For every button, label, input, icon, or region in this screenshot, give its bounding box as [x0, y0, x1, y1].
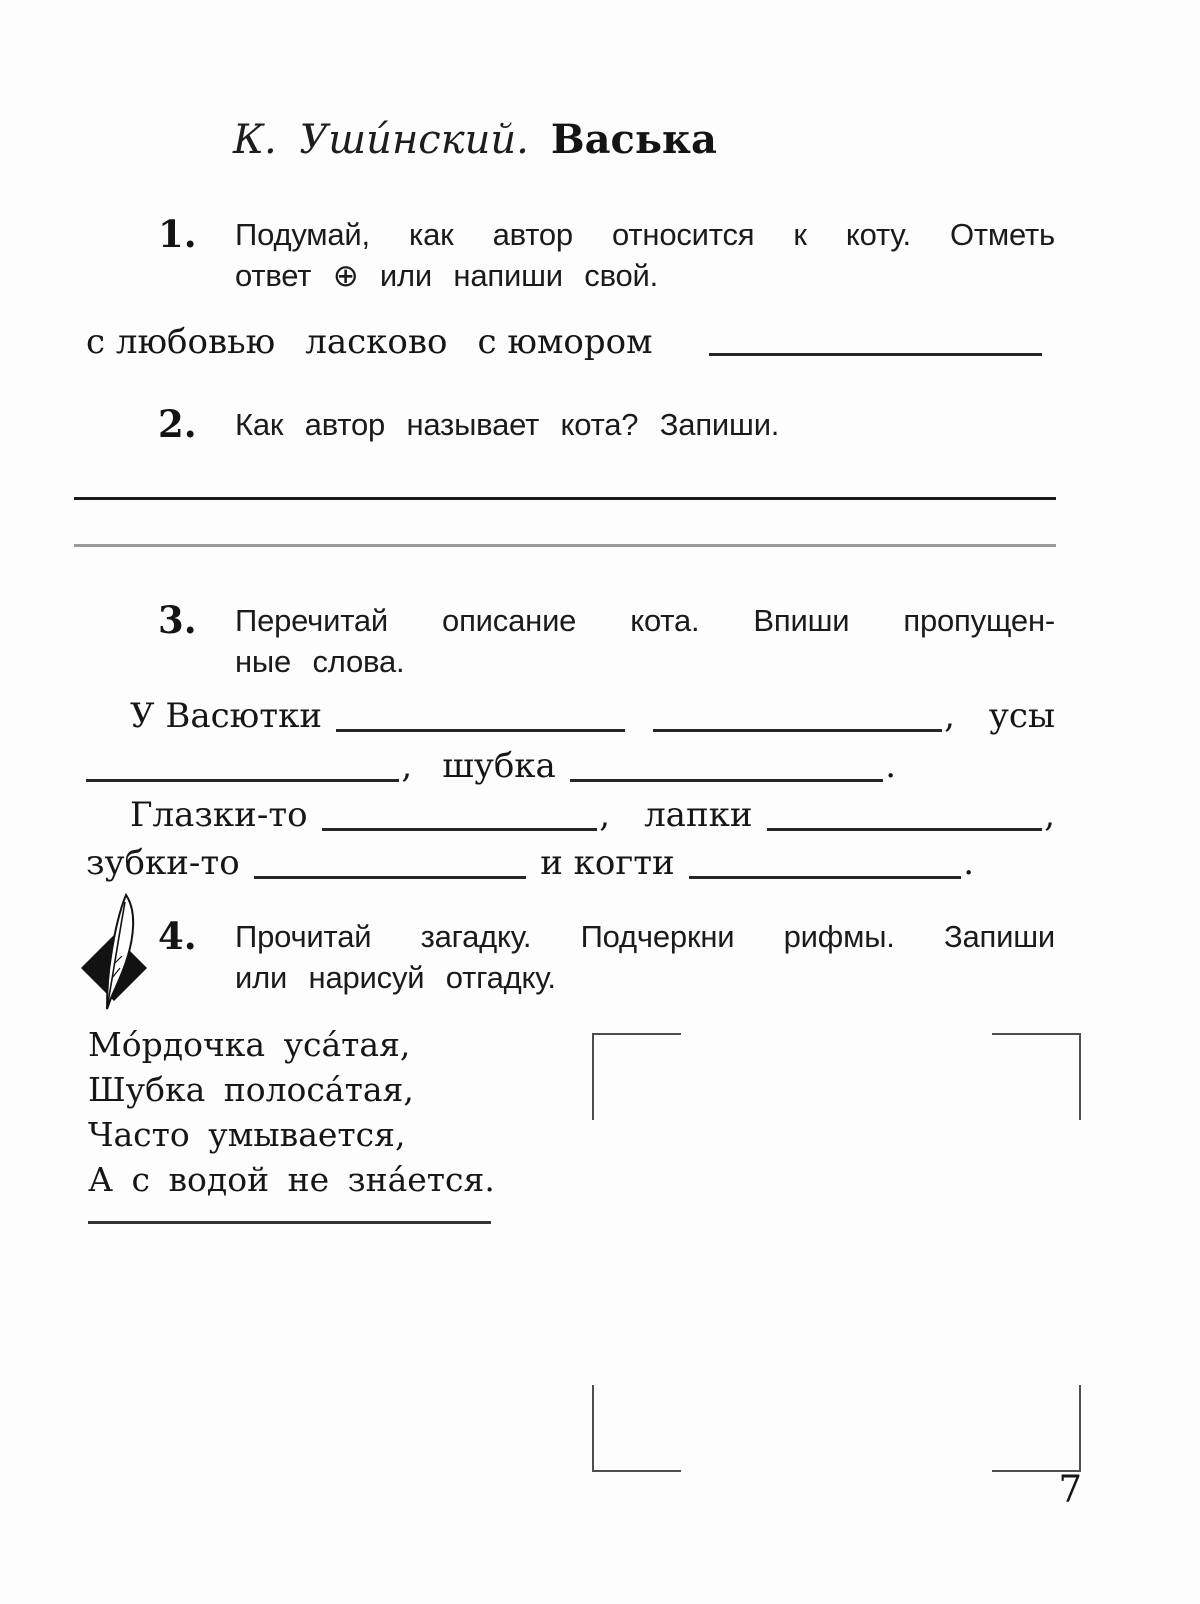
page-number: 7 — [1058, 1468, 1082, 1511]
fill-comma: , — [1044, 795, 1055, 835]
fill-word: усы — [988, 696, 1056, 736]
riddle-answer-line[interactable] — [88, 1221, 491, 1224]
task3-text — [235, 600, 1055, 682]
corner-mark-top-left — [592, 1033, 681, 1120]
feather-quill-icon — [76, 890, 152, 1019]
riddle-line-4: А с водой не зна́ется. — [88, 1160, 495, 1199]
corner-mark-top-right — [992, 1033, 1081, 1120]
task3-line2: ные слова. — [235, 644, 405, 679]
corner-mark-bottom-left — [592, 1385, 681, 1472]
fill-word: и когти — [540, 843, 675, 883]
fill-blank-5[interactable] — [322, 828, 598, 831]
author-name: К. Уши́нский. — [233, 117, 529, 163]
fill-row-2 — [86, 744, 896, 788]
riddle-line-2: Шубка полоса́тая, — [88, 1070, 414, 1109]
task4-line2: или нарисуй отгадку. — [235, 960, 556, 995]
fill-period: . — [885, 746, 897, 786]
fill-word: шубка — [442, 746, 556, 786]
fill-word: Глазки-то — [130, 795, 308, 835]
story-title: Васька — [550, 116, 717, 163]
fill-word: У Васютки — [130, 696, 322, 736]
task2-text — [235, 404, 1055, 445]
fill-blank-7[interactable] — [254, 876, 527, 879]
answer-line-2[interactable] — [74, 544, 1056, 547]
task1-options-row — [86, 324, 1056, 362]
fill-blank-2[interactable] — [653, 729, 942, 732]
fill-blank-6[interactable] — [767, 828, 1043, 831]
fill-blank-1[interactable] — [336, 729, 625, 732]
task1-number: 1. — [158, 212, 197, 256]
drawing-area[interactable] — [592, 1033, 1081, 1472]
option-s-lyubovyu[interactable]: с любовью — [86, 322, 276, 362]
task2-number: 2. — [158, 402, 197, 446]
fill-comma: , — [599, 795, 611, 835]
fill-row-4 — [86, 841, 974, 885]
fill-blank-3[interactable] — [86, 779, 399, 782]
option-s-yumorom[interactable]: с юмором — [477, 322, 653, 362]
riddle-line-3: Часто умывается, — [88, 1115, 406, 1154]
page-title — [233, 116, 717, 163]
task3-number: 3. — [158, 598, 197, 642]
answer-line-1[interactable] — [74, 497, 1056, 500]
fill-word: лапки — [644, 795, 753, 835]
fill-blank-8[interactable] — [689, 876, 962, 879]
fill-comma: , — [401, 746, 413, 786]
task1-line1: Подумай, как автор относится к коту. Отметь — [235, 217, 1055, 252]
riddle-line-1: Мо́рдочка уса́тая, — [88, 1025, 411, 1064]
riddle-text — [88, 1022, 495, 1202]
fill-row-1 — [86, 694, 1055, 738]
task4-line1: Прочитай загадку. Подчеркни рифмы. Запиши — [235, 919, 1055, 954]
task1-custom-answer-blank[interactable] — [709, 353, 1042, 356]
option-laskovo[interactable]: ласково — [305, 322, 448, 362]
task2-line1: Как автор называет кота? Запиши. — [235, 407, 780, 442]
task3-line1: Перечитай описание кота. Впиши пропущен- — [235, 603, 1055, 638]
task1-text — [235, 214, 1055, 296]
task4-number: 4. — [158, 914, 197, 958]
fill-blank-4[interactable] — [570, 779, 883, 782]
fill-row-3 — [86, 793, 1055, 837]
corner-mark-bottom-right — [992, 1385, 1081, 1472]
task4-text — [235, 916, 1055, 998]
task1-line2: ответ ⊕ или напиши свой. — [235, 258, 659, 293]
fill-word: зубки-то — [86, 843, 240, 883]
fill-comma: , — [944, 696, 955, 736]
fill-period: . — [963, 843, 974, 883]
